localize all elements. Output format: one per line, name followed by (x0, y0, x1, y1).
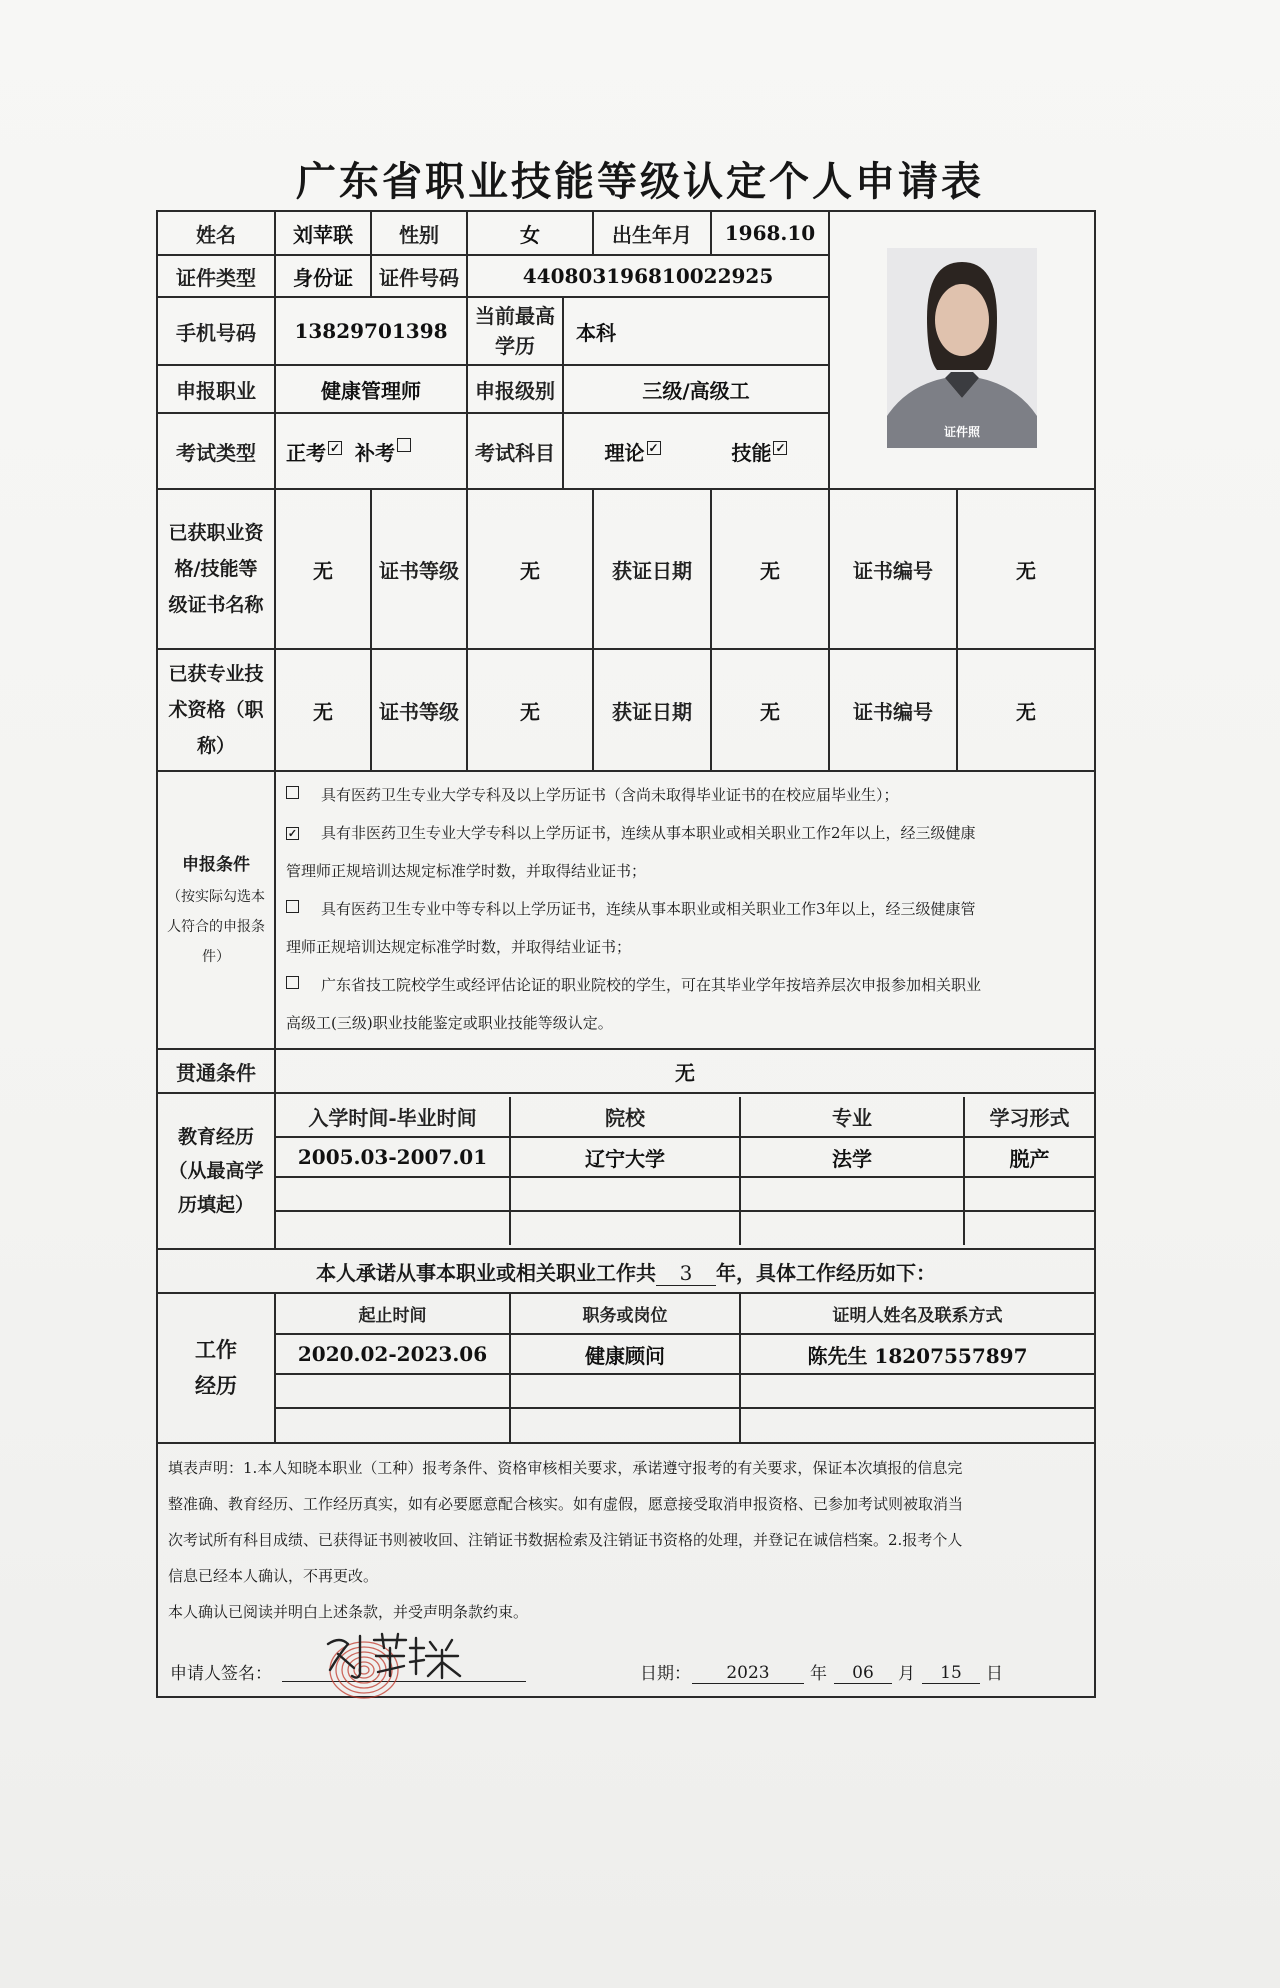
work-row-2-period (276, 1374, 510, 1408)
edu-value: 本科 (563, 297, 829, 365)
work-row-1-position: 健康顾问 (510, 1334, 740, 1374)
condition-2-checkbox[interactable]: ✓ (287, 827, 298, 840)
declaration-line-5: 本人确认已阅读并明白上述条款，并受声明条款约束。 (168, 1603, 529, 1621)
edu-row-1-major: 法学 (740, 1137, 964, 1177)
name-label: 姓名 (157, 211, 275, 255)
cert-date-label: 获证日期 (593, 489, 711, 649)
conditions-label: 申报条件 (182, 855, 250, 875)
edu-header-mode: 学习形式 (964, 1097, 1094, 1137)
declaration-line-3: 次考试所有科目成绩、已获得证书则被收回、注销证书数据检索及注销证书资格的处理，并登记在诚信档案。2.报考个人 (168, 1531, 963, 1549)
id-no-label: 证件号码 (371, 255, 467, 297)
id-photo (887, 248, 1037, 448)
photo-caption: 证件照 (943, 424, 981, 439)
edu-row-3-major (740, 1211, 964, 1245)
condition-1-checkbox[interactable] (286, 786, 299, 799)
cert-name: 无 (275, 489, 371, 649)
birth-label: 出生年月 (593, 211, 711, 255)
form-title: 广东省职业技能等级认定个人申请表 (296, 158, 984, 205)
edu-row-1-mode: 脱产 (964, 1137, 1094, 1177)
edu-row-1-school: 辽宁大学 (510, 1137, 740, 1177)
cert-grade: 无 (467, 489, 593, 649)
conditions-sublabel: （按实际勾选本人符合的申报条件） (167, 889, 265, 965)
exam-regular-checkbox[interactable]: ✓ (329, 440, 341, 455)
exam-subject-value (563, 413, 829, 489)
work-row-3-period (276, 1408, 510, 1442)
pro-label: 已获专业技术资格（职称） (157, 649, 275, 771)
cert-no: 无 (957, 489, 1095, 649)
cert-date: 无 (711, 489, 829, 649)
day-unit: 日 (986, 1664, 1003, 1684)
edu-row-2-school (510, 1177, 740, 1211)
id-type-value: 身份证 (275, 255, 371, 297)
level-label: 申报级别 (467, 365, 563, 413)
pro-name: 无 (275, 649, 371, 771)
name-value: 刘苹联 (275, 211, 371, 255)
work-row-2-position (510, 1374, 740, 1408)
work-row-1-reference: 陈先生 18207557897 (740, 1334, 1094, 1374)
condition-item-1: 具有医药卫生专业大学专科及以上学历证书（含尚未取得毕业证书的在校应届毕业生）； (286, 776, 1084, 814)
cert-grade-label: 证书等级 (371, 489, 467, 649)
date-year: 2023 (692, 1663, 804, 1684)
edu-header-major: 专业 (740, 1097, 964, 1137)
signature-row (170, 1648, 1080, 1688)
date-day: 15 (922, 1663, 980, 1684)
pro-date-label: 获证日期 (593, 649, 711, 771)
pro-no: 无 (957, 649, 1095, 771)
edu-row-2-time (276, 1177, 510, 1211)
work-row-1-period: 2020.02-2023.06 (276, 1334, 510, 1374)
pro-grade-label: 证书等级 (371, 649, 467, 771)
conditions-label-cell (157, 771, 275, 1049)
sign-label: 申请人签名： (170, 1664, 272, 1684)
edu-header-school: 院校 (510, 1097, 740, 1137)
edu-row-2-mode (964, 1177, 1094, 1211)
education-table-cell (275, 1093, 1095, 1249)
declaration-line-4: 信息已经本人确认，不再更改。 (168, 1567, 379, 1585)
job-label: 申报职业 (157, 365, 275, 413)
id-type-label: 证件类型 (157, 255, 275, 297)
cert-no-label: 证书编号 (829, 489, 957, 649)
condition-item-3: 具有医药卫生专业中等专科以上学历证书，连续从事本职业或相关职业工作3年以上，经三级健康管 (286, 890, 1084, 928)
subject-theory-label: 理论 (604, 440, 645, 465)
pro-grade: 无 (467, 649, 593, 771)
condition-item-4-cont: 高级工(三级)职业技能鉴定或职业技能等级认定。 (286, 1014, 613, 1032)
cert-label: 已获职业资格/技能等级证书名称 (157, 489, 275, 649)
pro-date: 无 (711, 649, 829, 771)
pro-no-label: 证书编号 (829, 649, 957, 771)
through-label: 贯通条件 (157, 1049, 275, 1093)
id-no-value: 440803196810022925 (467, 255, 829, 297)
condition-4-checkbox[interactable] (286, 976, 299, 989)
work-row-2-reference (740, 1374, 1094, 1408)
condition-item-3-cont: 理师正规培训达规定标准学时数，并取得结业证书； (286, 938, 632, 956)
exam-subject-label: 考试科目 (467, 413, 563, 489)
exam-makeup-label: 补考 (354, 440, 395, 465)
work-table-cell (275, 1293, 1095, 1443)
declaration-cell (157, 1443, 1095, 1697)
through-value: 无 (275, 1049, 1095, 1093)
work-row-3-position (510, 1408, 740, 1442)
conditions-list (275, 771, 1095, 1049)
edu-label: 当前最高学历 (467, 297, 563, 365)
phone-label: 手机号码 (157, 297, 275, 365)
condition-item-4: 广东省技工院校学生或经评估论证的职业院校的学生，可在其毕业学年按培养层次申报参加相关职业 (286, 966, 1084, 1004)
level-value: 三级/高级工 (563, 365, 829, 413)
commitment-years: 3 (656, 1261, 716, 1286)
exam-makeup-checkbox[interactable] (397, 438, 411, 452)
date-label: 日期： (640, 1664, 691, 1684)
subject-theory-checkbox[interactable]: ✓ (648, 440, 659, 455)
job-value: 健康管理师 (275, 365, 467, 413)
month-unit: 月 (898, 1664, 915, 1684)
subject-skill-checkbox[interactable]: ✓ (775, 440, 786, 455)
condition-3-checkbox[interactable] (286, 900, 299, 913)
education-label: 教育经历（从最高学历填起） (157, 1093, 275, 1249)
subject-skill-label: 技能 (731, 440, 772, 465)
work-header-period: 起止时间 (276, 1294, 510, 1334)
education-table (276, 1097, 1094, 1245)
gender-label: 性别 (371, 211, 467, 255)
edu-row-3-time (276, 1211, 510, 1245)
edu-row-2-major (740, 1177, 964, 1211)
edu-header-time: 入学时间-毕业时间 (276, 1097, 510, 1137)
work-row-3-reference (740, 1408, 1094, 1442)
exam-type-label: 考试类型 (157, 413, 275, 489)
condition-item-2-cont: 管理师正规培训达规定标准学时数，并取得结业证书； (286, 862, 647, 880)
year-unit: 年 (810, 1664, 827, 1684)
phone-value: 13829701398 (275, 297, 467, 365)
declaration-line-1: 填表声明：1.本人知晓本职业（工种）报考条件、资格审核相关要求，承诺遵守报考的有关要求，保证本次填报的信息完 (168, 1459, 963, 1477)
work-table (276, 1294, 1094, 1442)
edu-row-3-school (510, 1211, 740, 1245)
commitment-line: 本人承诺从事本职业或相关职业工作共 3 年，具体工作经历如下： (157, 1249, 1095, 1293)
exam-regular-label: 正考 (286, 440, 326, 465)
signature (320, 1626, 480, 1686)
gender-value: 女 (467, 211, 593, 255)
edu-row-3-mode (964, 1211, 1094, 1245)
photo-cell (829, 211, 1095, 489)
declaration-line-2: 整准确、教育经历、工作经历真实，如有必要愿意配合核实。如有虚假，愿意接受取消申报资格、已参加考试则被取消当 (168, 1495, 964, 1513)
work-header-position: 职务或岗位 (510, 1294, 740, 1334)
work-label: 工作经历 (157, 1293, 275, 1443)
birth-value: 1968.10 (711, 211, 829, 255)
condition-item-2: ✓ 具有非医药卫生专业大学专科以上学历证书，连续从事本职业或相关职业工作2年以上，经三级健康 (287, 824, 976, 842)
date-month: 06 (834, 1663, 892, 1684)
application-form (156, 210, 1096, 1698)
work-header-reference: 证明人姓名及联系方式 (740, 1294, 1094, 1334)
exam-type-value (275, 413, 467, 489)
edu-row-1-time: 2005.03-2007.01 (276, 1137, 510, 1177)
